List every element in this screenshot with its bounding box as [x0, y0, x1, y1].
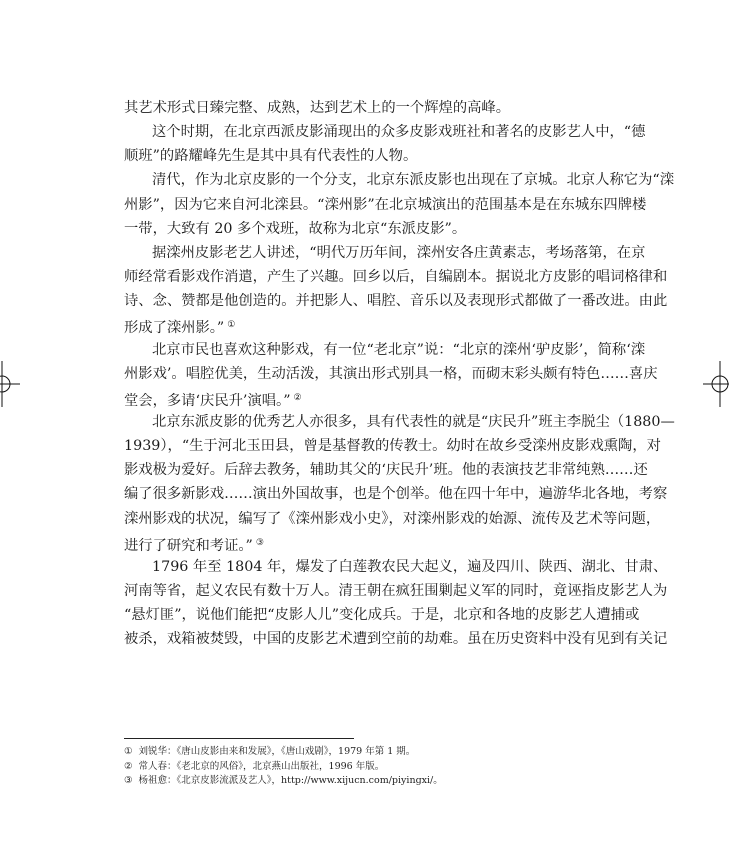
text-line — [124, 627, 668, 651]
footnote-mark: ③ — [124, 775, 133, 786]
text-line — [124, 579, 668, 603]
text-line — [124, 144, 417, 168]
text-line — [124, 96, 510, 120]
footnote-divider — [124, 738, 354, 739]
text-line-content: 清代，作为北京皮影的一个分支，北京东派皮影也出现在了京城。北京人称它为“滦 — [152, 172, 674, 189]
text-line-content: 州影”，因为它来自河北滦县。“滦州影”在北京城演出的范围基本是在东城东四牌楼 — [124, 196, 647, 213]
footnote-text: 杨祖愈：《北京皮影流派及艺人》，http://www.xijucn.com/piyingxi/。 — [138, 775, 443, 786]
footnote-reference: ② — [293, 392, 302, 403]
text-line — [152, 555, 668, 579]
text-line-content: 影戏极为爱好。后辞去教务，辅助其父的‘庆民升’班。他的表演技艺非常纯熟……还 — [124, 462, 648, 479]
text-line-content: 滦州影戏的状况，编写了《滦州影戏小史》，对滦州影戏的始源、流传及艺术等问题， — [124, 510, 661, 527]
text-line-content: 其艺术形式日臻完整、成熟，达到艺术上的一个辉煌的高峰。 — [124, 100, 511, 116]
text-line — [124, 507, 661, 531]
text-line — [152, 168, 674, 192]
footnote-reference: ③ — [255, 537, 264, 548]
text-line — [124, 482, 668, 506]
text-line-content: 一带，大致有 20 多个戏班，故称为北京“东派皮影”。 — [124, 220, 467, 237]
text-line-content: 州影戏’。唱腔优美，生动活泼，其演出形式别具一格，而砌末彩头颇有特色……喜庆 — [124, 365, 658, 382]
text-line-content: 形成了滦州影。” — [124, 320, 225, 337]
footnote-text: 常人春：《老北京的风俗》，北京燕山出版社，1996 年版。 — [138, 760, 385, 772]
text-line-content: 河南等省，起义农民有数十万人。清王朝在疯狂围剿起义军的同时，竟诬指皮影艺人为 — [124, 583, 668, 599]
text-line-content: 编了很多新影戏……演出外国故事，也是个创举。他在四十年中，遍游华北各地，考察 — [124, 486, 668, 503]
text-line — [124, 531, 264, 555]
registration-mark-left-icon — [0, 361, 20, 407]
text-line — [124, 217, 466, 241]
footnote-text: 刘锐华：《唐山皮影由来和发展》，《唐山戏剧》，1979 年第 1 期。 — [138, 746, 416, 757]
text-line — [124, 386, 302, 410]
text-line-content: 据滦州皮影老艺人讲述，“明代万历年间，滦州安各庄黄素志，考场落第，在京 — [152, 244, 646, 261]
footnote-item — [124, 759, 384, 774]
footnote-mark: ① — [124, 746, 133, 757]
text-line-content: 诗、念、赞都是他创造的。并把影人、唱腔、音乐以及表现形式都做了一番改进。由此 — [124, 293, 668, 310]
text-line-content: 师经常看影戏作消遣，产生了兴趣。回乡以后，自编剧本。据说北方皮影的唱词格律和 — [124, 269, 668, 286]
text-line — [152, 120, 646, 144]
text-line — [124, 458, 648, 482]
footnote-reference: ① — [227, 320, 236, 331]
text-line-content: 1939），“生于河北玉田县，曾是基督教的传教士。幼时在故乡受滦州皮影戏熏陶，对 — [124, 438, 661, 455]
footnote-item — [124, 773, 443, 788]
text-line-content: “悬灯匪”，说他们能把“皮影人儿”变化成兵。于是，北京和各地的皮影艺人遭捕或 — [124, 607, 640, 624]
text-line — [124, 289, 668, 313]
text-line-content: 被杀，戏箱被焚毁，中国的皮影艺术遭到空前的劫难。虽在历史资料中没有见到有关记 — [124, 631, 668, 648]
text-line-content: 北京东派皮影的优秀艺人亦很多，具有代表性的就是“庆民升”班主李脱尘（1880— — [152, 413, 675, 430]
registration-mark-right-icon — [703, 361, 729, 407]
text-line-content: 进行了研究和考证。” — [124, 537, 253, 554]
text-line-content: 这个时期，在北京西派皮影涌现出的众多皮影戏班社和著名的皮影艺人中，“德 — [152, 124, 646, 141]
text-line — [124, 193, 647, 217]
text-line — [152, 410, 675, 434]
text-line — [152, 241, 646, 265]
text-line — [152, 338, 646, 362]
text-line — [124, 265, 668, 289]
footnote-mark: ② — [124, 760, 133, 772]
text-line — [124, 313, 235, 337]
text-line — [124, 603, 640, 627]
text-line-content: 北京市民也喜欢这种影戏，有一位“老北京”说：“北京的滦州‘驴皮影’，简称‘滦 — [152, 341, 646, 358]
text-line-content: 1796 年至 1804 年，爆发了白莲教农民大起义，遍及四川、陕西、湖北、甘肃、 — [152, 558, 668, 575]
text-line — [124, 362, 658, 386]
text-line — [124, 434, 661, 458]
text-line-content: 堂会，多请‘庆民升’演唱。” — [124, 392, 291, 409]
text-line-content: 顺班”的路耀峰先生是其中具有代表性的人物。 — [124, 148, 418, 165]
footnote-item — [124, 744, 415, 759]
